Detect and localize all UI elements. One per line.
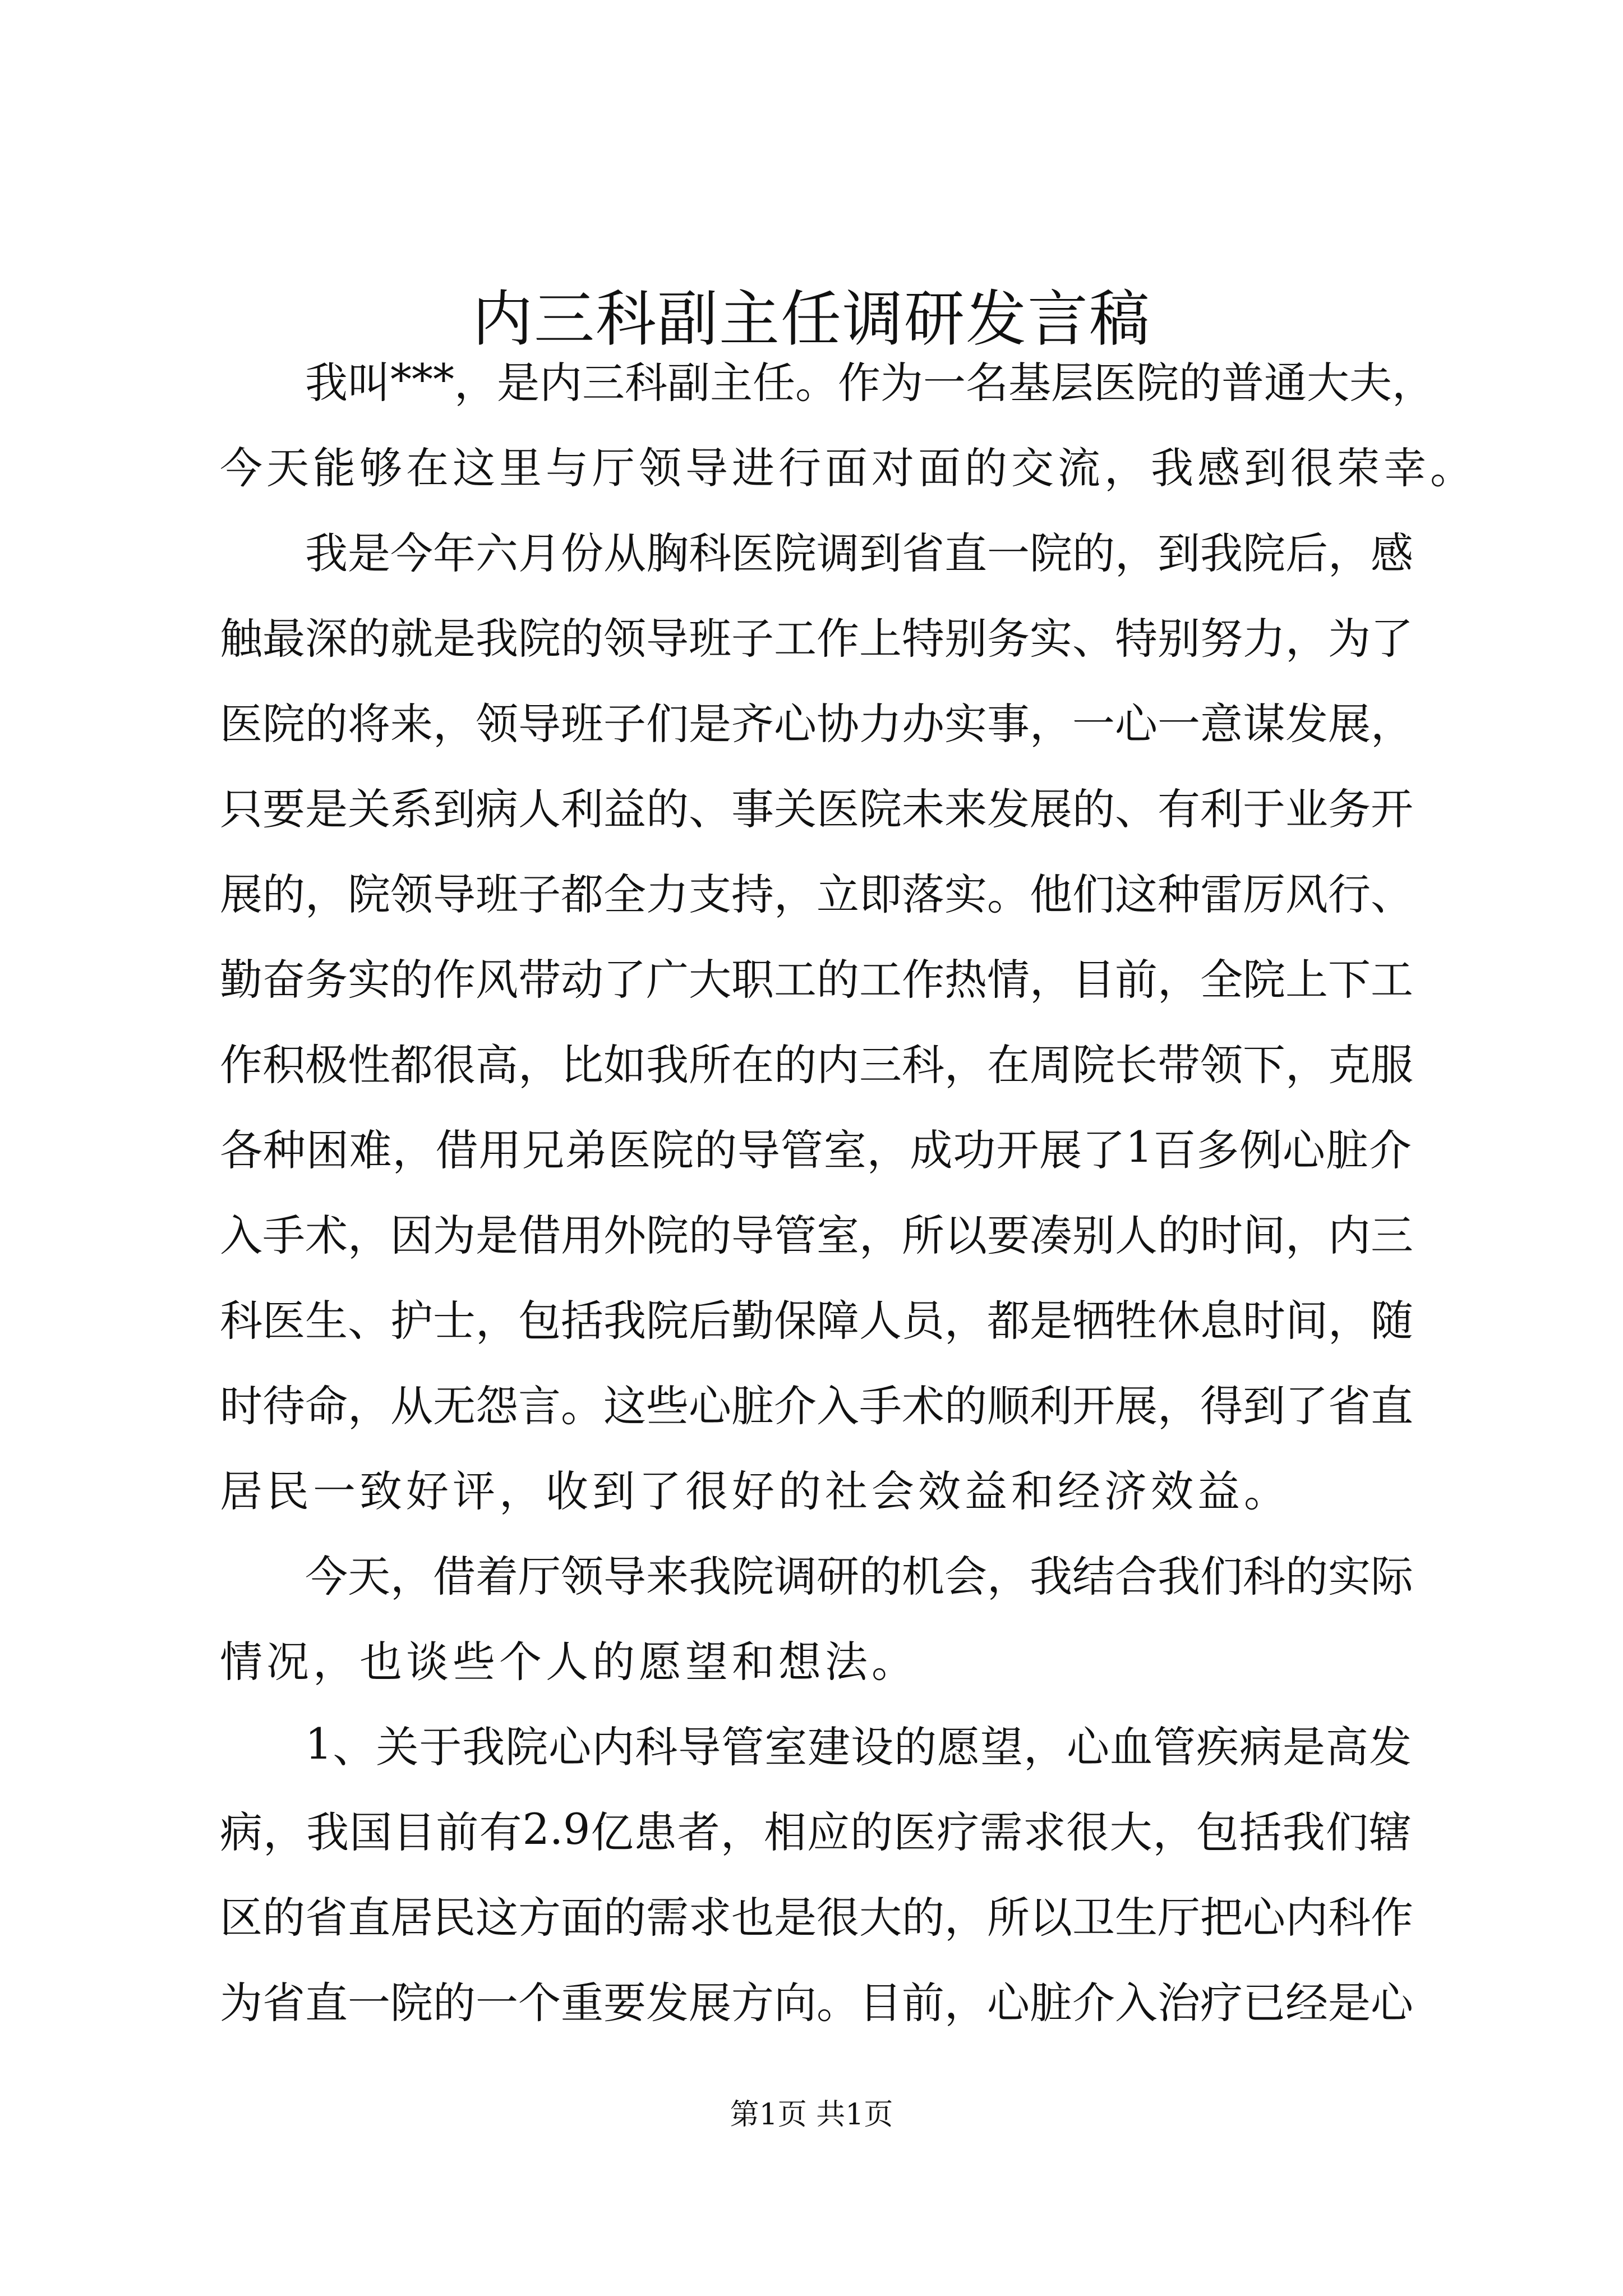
document-title: 内三科副主任调研发言稿 <box>472 284 1151 355</box>
paragraph-line: 只 要 是 关 系 到 病 人 利 益 的 、 事 关 医 院 未 来 发 展 的 、 有 利 于 业 务 开 <box>220 784 1413 834</box>
paragraph-first-line: 我 叫 *** ， 是 内 三 科 副 主 任 。 作 为 一 名 基 层 医 院 的 普 通 大 夫 ， <box>305 354 1435 408</box>
paragraph-line: 病 ， 我 国 目 前 有 2.9 亿 患 者 ， 相 应 的 医 疗 需 求 很 大 ， 包 括 我 们 辖 <box>220 1803 1412 1857</box>
paragraph-line: 区 的 省 直 居 民 这 方 面 的 需 求 也 是 很 大 的 ， 所 以 卫 生 厅 把 心 内 科 作 <box>220 1892 1413 1943</box>
paragraph-line: 医 院 的 将 来 ， 领 导 班 子 们 是 齐 心 协 力 办 实 事 ， 一 心 一 意 谋 发 展 ， <box>220 698 1413 749</box>
paragraph-line: 情况，也谈些个人的愿望和想法。 <box>220 1636 918 1687</box>
paragraph-line: 科 医 生 、 护 士 ， 包 括 我 院 后 勤 保 障 人 员 ， 都 是 牺 牲 休 息 时 间 ， 随 <box>220 1295 1413 1346</box>
paragraph-line: 各 种 困 难 ， 借 用 兄 弟 医 院 的 导 管 室 ， 成 功 开 展 了 1 百 多 例 心 脏 介 <box>220 1121 1412 1175</box>
paragraph-line: 为 省 直 一 院 的 一 个 重 要 发 展 方 向 。 目 前 ， 心 脏 介 入 治 疗 已 经 是 心 <box>220 1977 1413 2028</box>
paragraph-first-line: 我 是 今 年 六 月 份 从 胸 科 医 院 调 到 省 直 一 院 的 ， 到 我 院 后 ， 感 <box>305 528 1413 578</box>
document-body <box>220 337 1477 2042</box>
paragraph-line: 今天能够在这里与厅领导进行面对面的交流，我感到很荣幸。 <box>220 443 1477 493</box>
page-footer: 第1页 共1页 <box>730 2098 893 2132</box>
paragraph-line: 入 手 术 ， 因 为 是 借 用 外 院 的 导 管 室 ， 所 以 要 凑 别 人 的 时 间 ， 内 三 <box>220 1210 1413 1260</box>
paragraph-line: 居民一致好评，收到了很好的社会效益和经济效益。 <box>220 1466 1290 1516</box>
paragraph-line: 作 积 极 性 都 很 高 ， 比 如 我 所 在 的 内 三 科 ， 在 周 院 长 带 领 下 ， 克 服 <box>220 1039 1413 1090</box>
paragraph-line: 展 的 ， 院 领 导 班 子 都 全 力 支 持 ， 立 即 落 实 。 他 们 这 种 雷 厉 风 行 、 <box>220 869 1413 919</box>
paragraph-first-line: 今 天 ， 借 着 厅 领 导 来 我 院 调 研 的 机 会 ， 我 结 合 我 们 科 的 实 际 <box>305 1551 1413 1602</box>
paragraph-line: 触 最 深 的 就 是 我 院 的 领 导 班 子 工 作 上 特 别 务 实 、 特 别 努 力 ， 为 了 <box>220 613 1413 664</box>
paragraph-line: 时 待 命 ， 从 无 怨 言 。 这 些 心 脏 介 入 手 术 的 顺 利 开 展 ， 得 到 了 省 直 <box>220 1381 1413 1431</box>
paragraph-first-line: 1 、 关 于 我 院 心 内 科 导 管 室 建 设 的 愿 望 ， 心 血 管 疾 病 是 高 发 <box>305 1718 1412 1772</box>
paragraph-line: 勤 奋 务 实 的 作 风 带 动 了 广 大 职 工 的 工 作 热 情 ， 目 前 ， 全 院 上 下 工 <box>220 954 1413 1005</box>
